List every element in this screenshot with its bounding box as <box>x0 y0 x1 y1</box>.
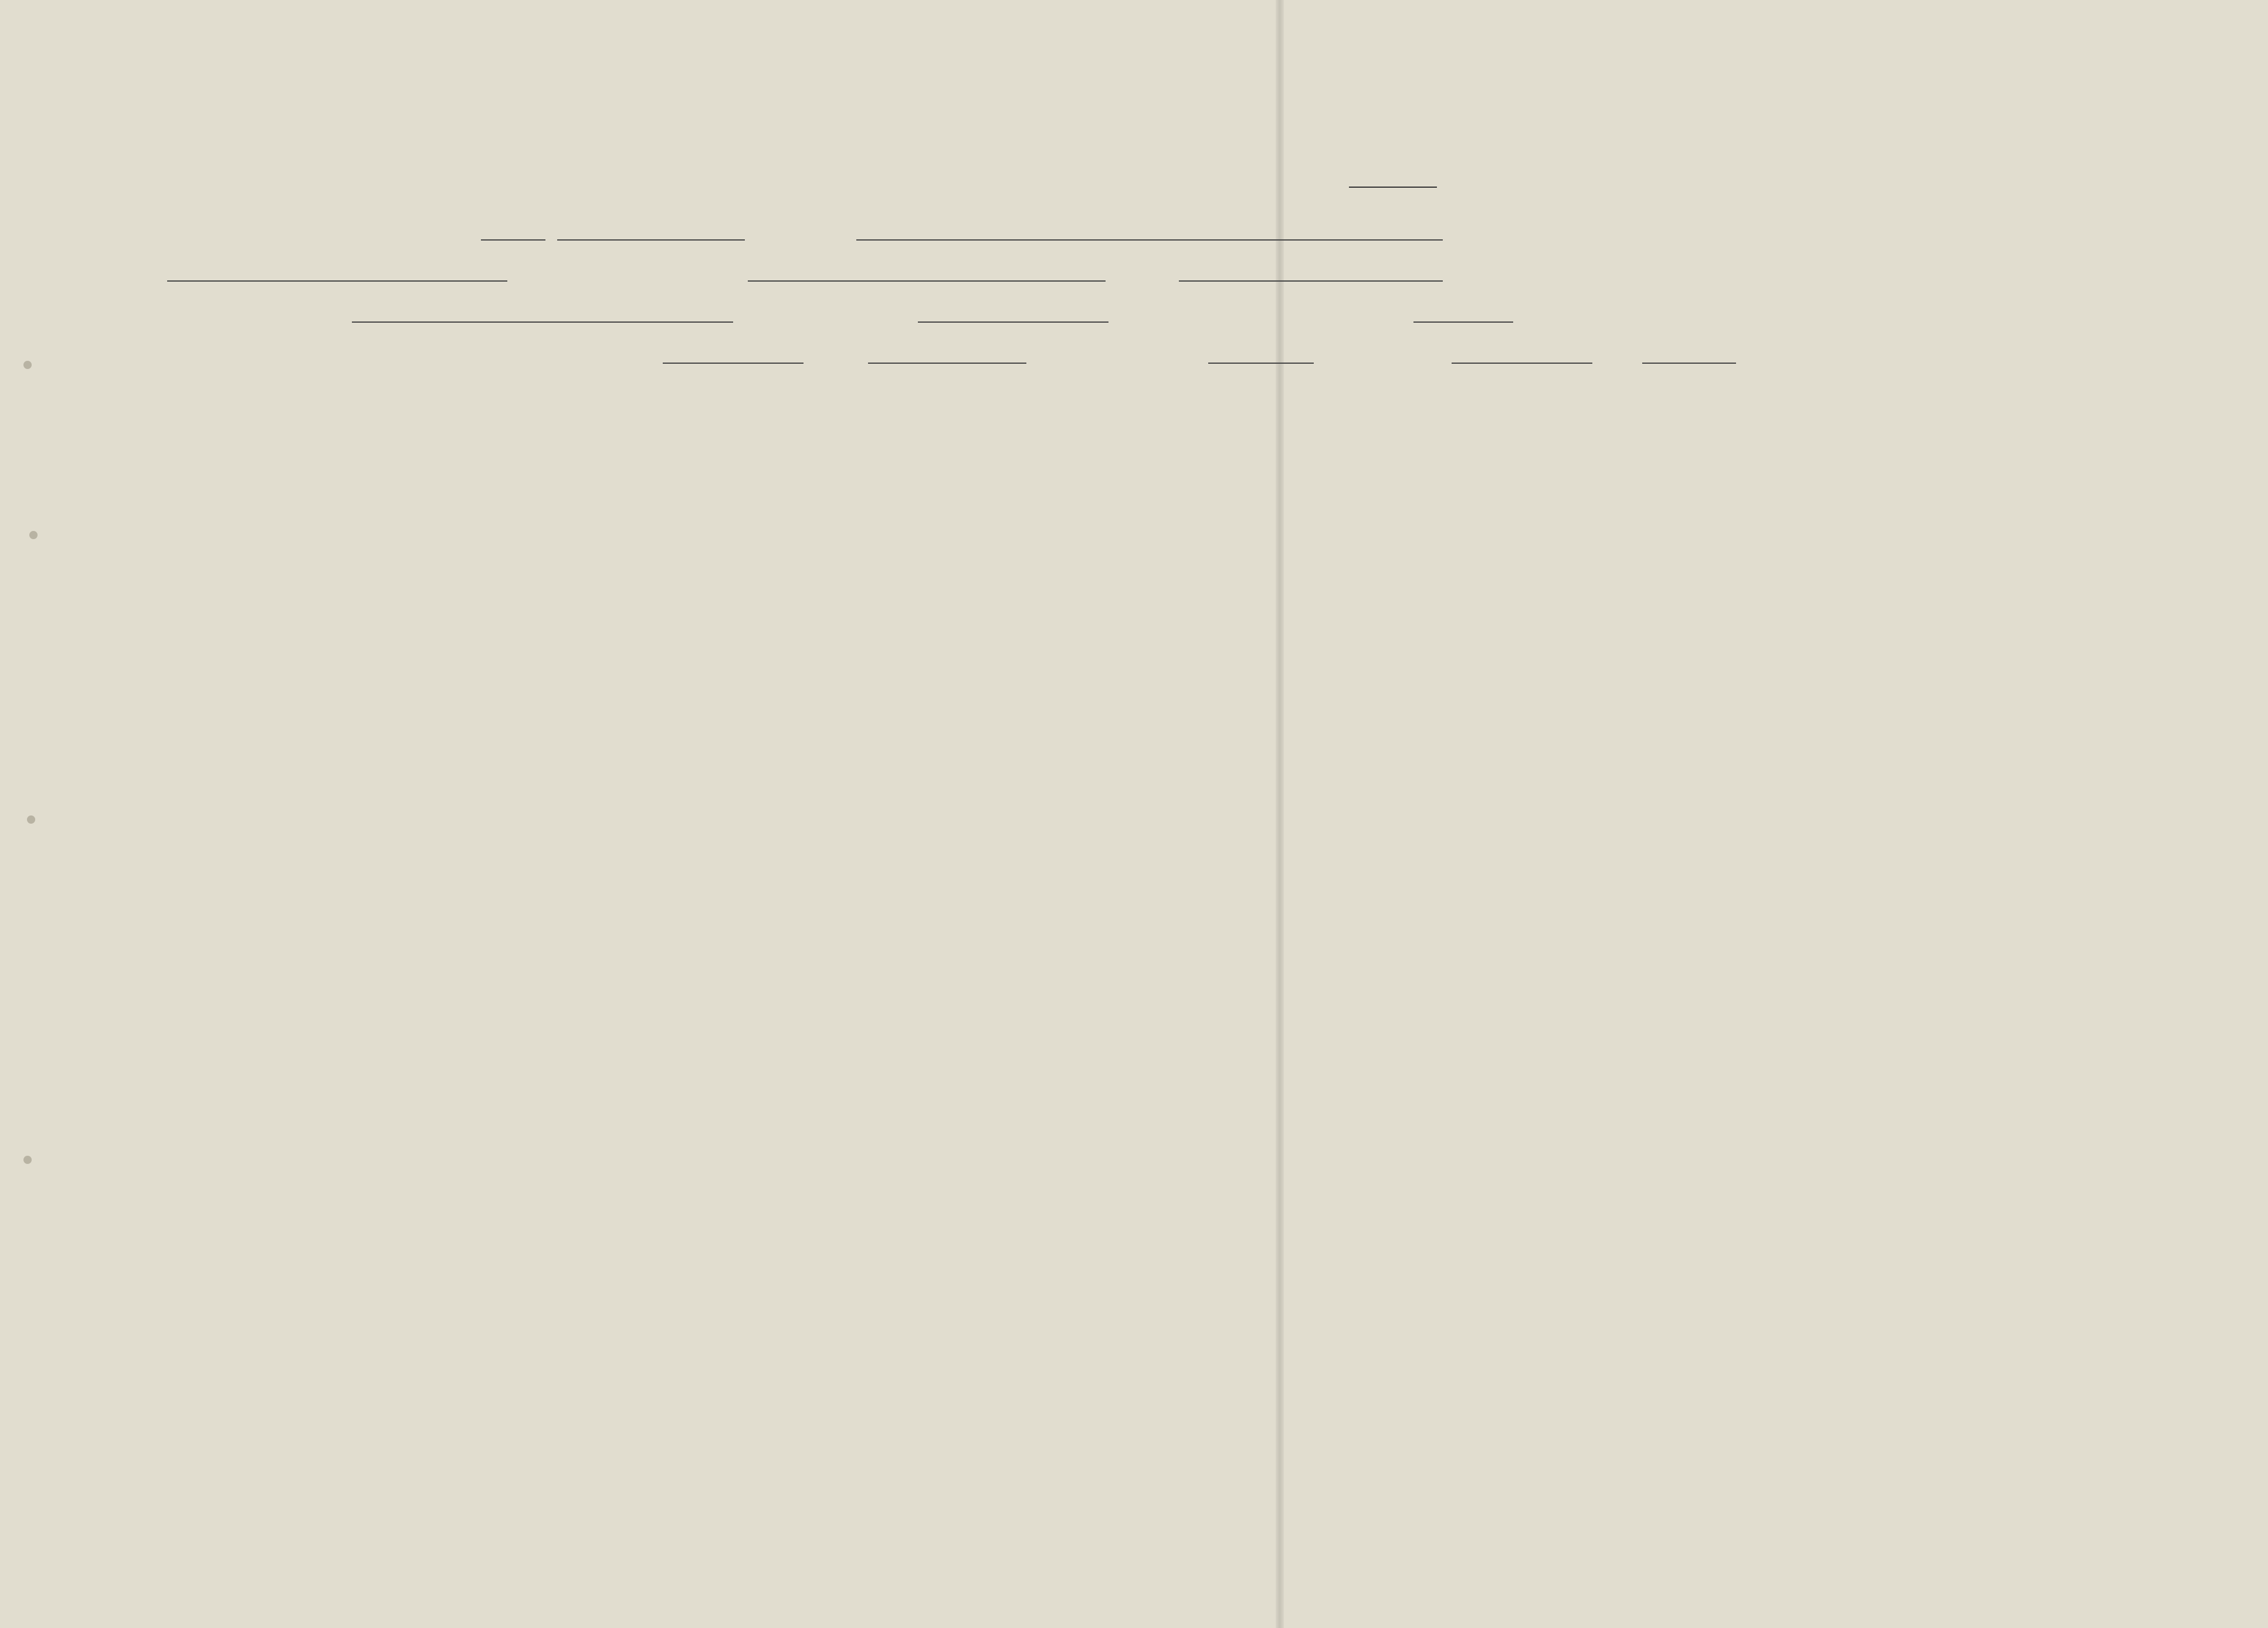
col-header <box>1855 507 1881 601</box>
col-header <box>1676 481 1706 601</box>
col-header <box>1959 411 2015 601</box>
col-header <box>1483 475 1518 601</box>
col-header <box>171 414 212 601</box>
col-header <box>1921 411 1950 601</box>
col-header <box>601 428 636 601</box>
